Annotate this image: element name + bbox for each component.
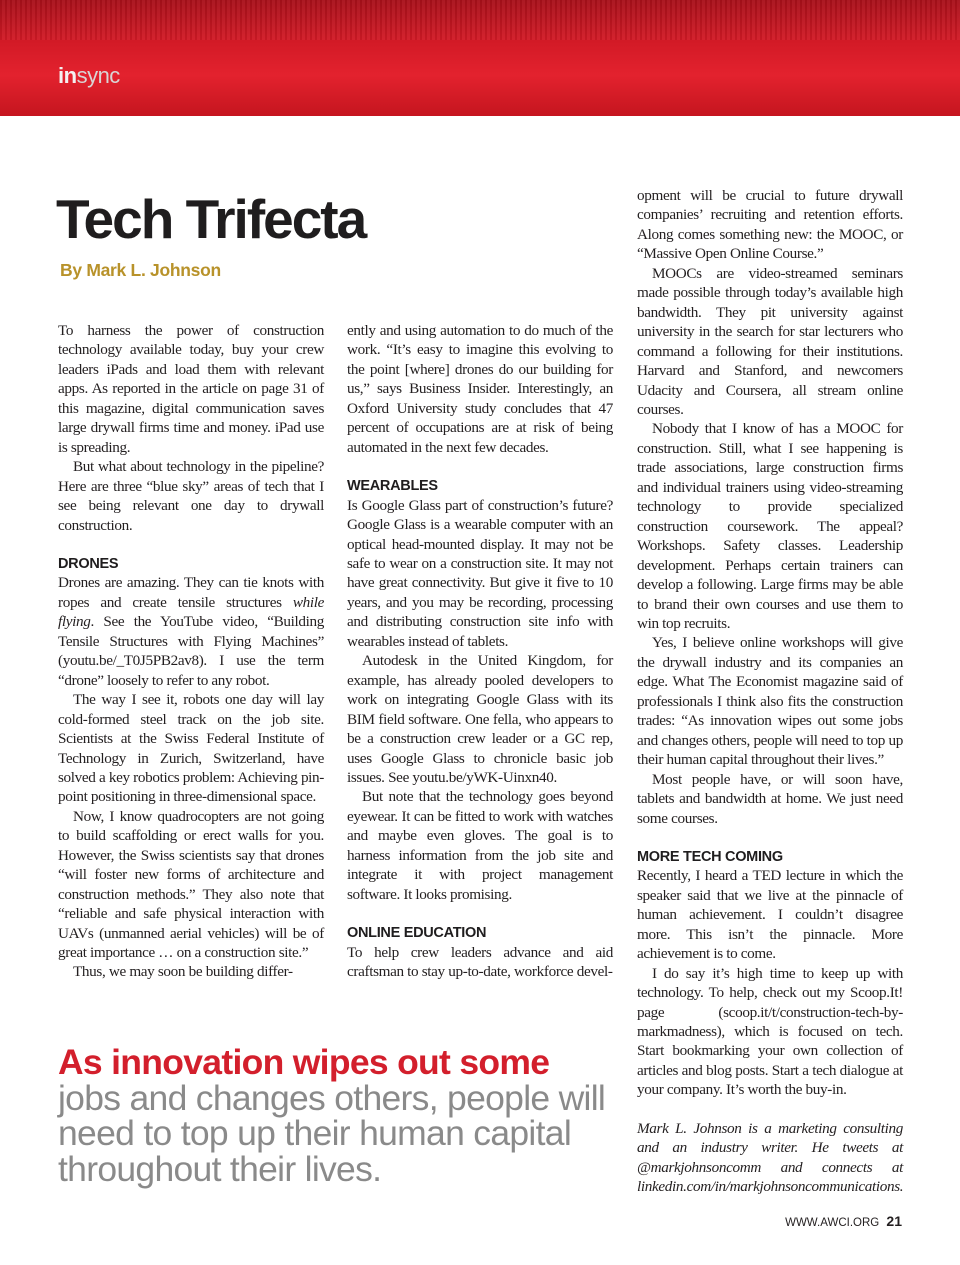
paragraph: MOOCs are video-streamed seminars made possible through today’s available high bandwidth. They pit university against university in the search for star lecturers who command a following for their institutions. Harvard and Stanford, and newcomers Udacity and Coursera, all stream online courses. [637,264,903,418]
pull-quote-body: jobs and changes others, people will need to top up their human capital throughout their lives. [58,1077,606,1189]
column-3 [637,186,903,1197]
column-1 [58,321,324,982]
pull-quote-highlight: As innovation wipes out some [58,1042,550,1082]
section-name-light: sync [76,63,120,88]
section-heading-drones: DRONES [58,555,119,572]
paragraph: Most people have, or will soon have, tablets and bandwidth at home. We just need some courses. [637,770,903,827]
section-name-bold: in [58,63,77,88]
paragraph: But what about technology in the pipeline? Here are three “blue sky” areas of tech that I see being relevant one day to drywall construction. [58,458,324,534]
article-title: Tech Trifecta [56,188,366,250]
page-number: 21 [886,1213,902,1229]
paragraph: Yes, I believe online workshops will give the drywall industry and its companies an edge. What The Economist magazine said of professionals I think also fits the construction trades: “As innovation wipes out some jobs and changes others, people will need to top up their human capital throughout their lives.” [637,634,903,769]
header-banner [0,0,960,116]
author-bio: Mark L. Johnson is a marketing consulting and an industry writer. He tweets at @markjohnsoncomm and connects at linkedin.com/in/markjohnsoncommunications. [637,1119,904,1196]
paragraph: ently and using automation to do much of the work. “It’s easy to imagine this evolving to the point [where] drones do our building for us,” says Business Insider. Interestingly, an Oxford University study concludes that 47 percent of occupations are at risk of being automated in the next few decades. [347,322,613,456]
paragraph [58,573,324,690]
paragraph: Nobody that I know of has a MOOC for construction. Still, what I see happening is trade associations, large construction firms and individual trainers using video-streaming technology to provide specialized construction coursework. The appeal? Workshops. Safety classes. Leadership development. Perhaps certain trainers can develop a following. Large firms may be able to brand their own courses and use them to win top recruits. [637,420,903,632]
section-name [58,63,120,89]
section-heading-wearables: WEARABLES [347,478,438,495]
byline: By Mark L. Johnson [60,260,221,280]
pull-quote [58,1042,618,1189]
section-heading-more-tech: MORE TECH COMING [637,848,783,865]
section-heading-online-education: ONLINE EDUCATION [347,925,487,942]
page-footer [785,1213,902,1229]
paragraph: Now, I know quadrocopters are not going to build scaffolding or erect walls for you. However, the Swiss scientists say that drones “will foster new forms of architecture and construction methods.” They also note that “reliable and safe physical interaction with UAVs (unmanned aerial vehicles) will be of great importance … on a construction site.” [58,807,324,962]
paragraph: Is Google Glass part of construction’s future? Google Glass is a wearable computer with an optical head-mounted display. It may not be safe to wear on a construction site. It may not have great connectivity. But give it five to 10 years, and you may be recording, processing and distributing construction site info with wearables instead of tablets. [347,496,613,650]
text-run: Drones are amazing. They can tie knots with ropes and create tensile structures [58,574,324,611]
paragraph: But note that the technology goes beyond eyewear. It can be fitted to work with watches and maybe even gloves. The goal is to harness information from the job site and integrate it with project management software. It looks promising. [347,788,613,903]
paragraph: To help crew leaders advance and aid craftsman to stay up-to-date, workforce devel- [347,943,613,981]
column-2 [347,321,613,981]
text-run: . See the YouTube video, “Building Tensile Structures with Flying Machines” (youtu.be/_T0J5PB2av8). I use the term “drone” loosely to refer to any robot. [58,613,324,689]
text-run-italic: while flying [58,593,324,631]
paragraph: I do say it’s high time to keep up with technology. To help, check out my Scoop.It! page (scoop.it/t/construction-tech-by-markmadness), which is focused on tech. Start bookmarking your own collection of articles and blog posts. Start a tech dialogue at your company. It’s worth the buy-in. [637,964,903,1099]
paragraph: Thus, we may soon be building differ- [73,963,293,981]
paragraph: opment will be crucial to future drywall companies’ recruiting and retention efforts. Along comes something new: the MOOC, or “Massive Open Online Course.” [637,187,903,263]
paragraph: Autodesk in the United Kingdom, for example, has already pooled developers to work on integrating Google Glass with its BIM field software. One fella, who appears to be a construction crew leader or a GC rep, uses Google Glass to chronicle basic job issues. See youtu.be/yWK-Uinxn40. [347,652,613,786]
paragraph: To harness the power of construction technology available today, buy your crew leaders iPads and load them with relevant apps. As reported in the article on page 31 of this magazine, digital communication saves large drywall firms time and money. iPad use is spreading. [58,322,324,456]
footer-url: WWW.AWCI.ORG [785,1217,880,1229]
paragraph: The way I see it, robots one day will lay cold-formed steel track on the job site. Scientists at the Swiss Federal Institute of Technology in Zurich, Switzerland, have solved a key robotics problem: Achieving pin-point positioning in three-dimensional space. [58,691,325,806]
paragraph: Recently, I heard a TED lecture in which the speaker said that we live at the pinnacle of human achievement. I couldn’t disagree more. This isn’t the pinnacle. More achievement is to come. [637,867,903,963]
